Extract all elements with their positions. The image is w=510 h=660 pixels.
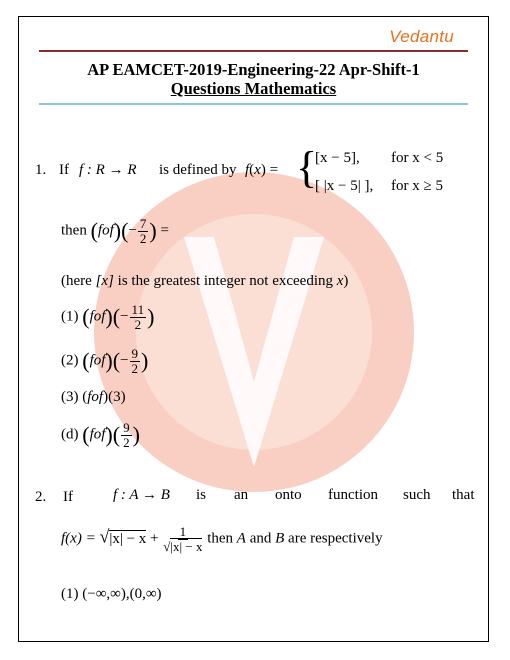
q1-option-2: (2) (fof)(− $\frac{9}{2}$ ) [61, 346, 149, 376]
q2-word-if: If [63, 489, 73, 505]
q2-word-such: such [403, 487, 431, 503]
q1-case1-expr: [x − 5], [315, 150, 360, 166]
page-title: AP EAMCET-2019-Engineering-22 Apr-Shift-1 [87, 60, 420, 79]
header-divider [39, 50, 468, 52]
page-subtitle: Questions Mathematics [170, 79, 337, 98]
q1-mapping: f : R → R [79, 162, 137, 178]
q1-option-1: (1) (fof)(− $\frac{11}{2}$ ) [61, 302, 155, 332]
q2-function-def: f(x) = √|x| − x + $\frac{1}{√|x| - x}$ then A and B are respectively [61, 524, 383, 554]
title-divider [39, 103, 468, 105]
q1-option-3: (3) (fof)(3) [61, 389, 126, 405]
q1-case2-cond: for x ≥ 5 [391, 178, 443, 194]
q2-option-1: (1) (−∞,∞),(0,∞) [61, 586, 162, 602]
document-page [18, 16, 489, 642]
q1-case2-expr: [ |x − 5| ], [315, 178, 374, 194]
q2-word-an: an [234, 487, 249, 503]
q1-function-lhs: f(x) = [245, 162, 279, 178]
q2-word-onto: onto [275, 487, 302, 503]
q1-eval-line: then (fof)(− $\frac{7}{2}$ ) = [61, 216, 169, 246]
q1-piecewise-brace: { [296, 143, 318, 192]
brand-logo-text: Vedantu [389, 27, 454, 46]
q1-note: (here [x] is the greatest integer not exceeding x) [61, 273, 349, 289]
q2-word-is: is [196, 487, 207, 503]
q2-word-that: that [452, 487, 475, 503]
q2-word-function: function [328, 487, 378, 503]
q1-case1-cond: for x < 5 [391, 150, 444, 166]
q1-option-4: (d) (fof)( $\frac{9}{2}$ ) [61, 420, 140, 450]
q2-mapping: f : A → B [113, 487, 170, 503]
question-number: 2. [35, 489, 47, 505]
q1-stem-if: If [59, 162, 69, 178]
q1-defined-by: is defined by [159, 162, 237, 178]
question-number: 1. [35, 162, 47, 178]
